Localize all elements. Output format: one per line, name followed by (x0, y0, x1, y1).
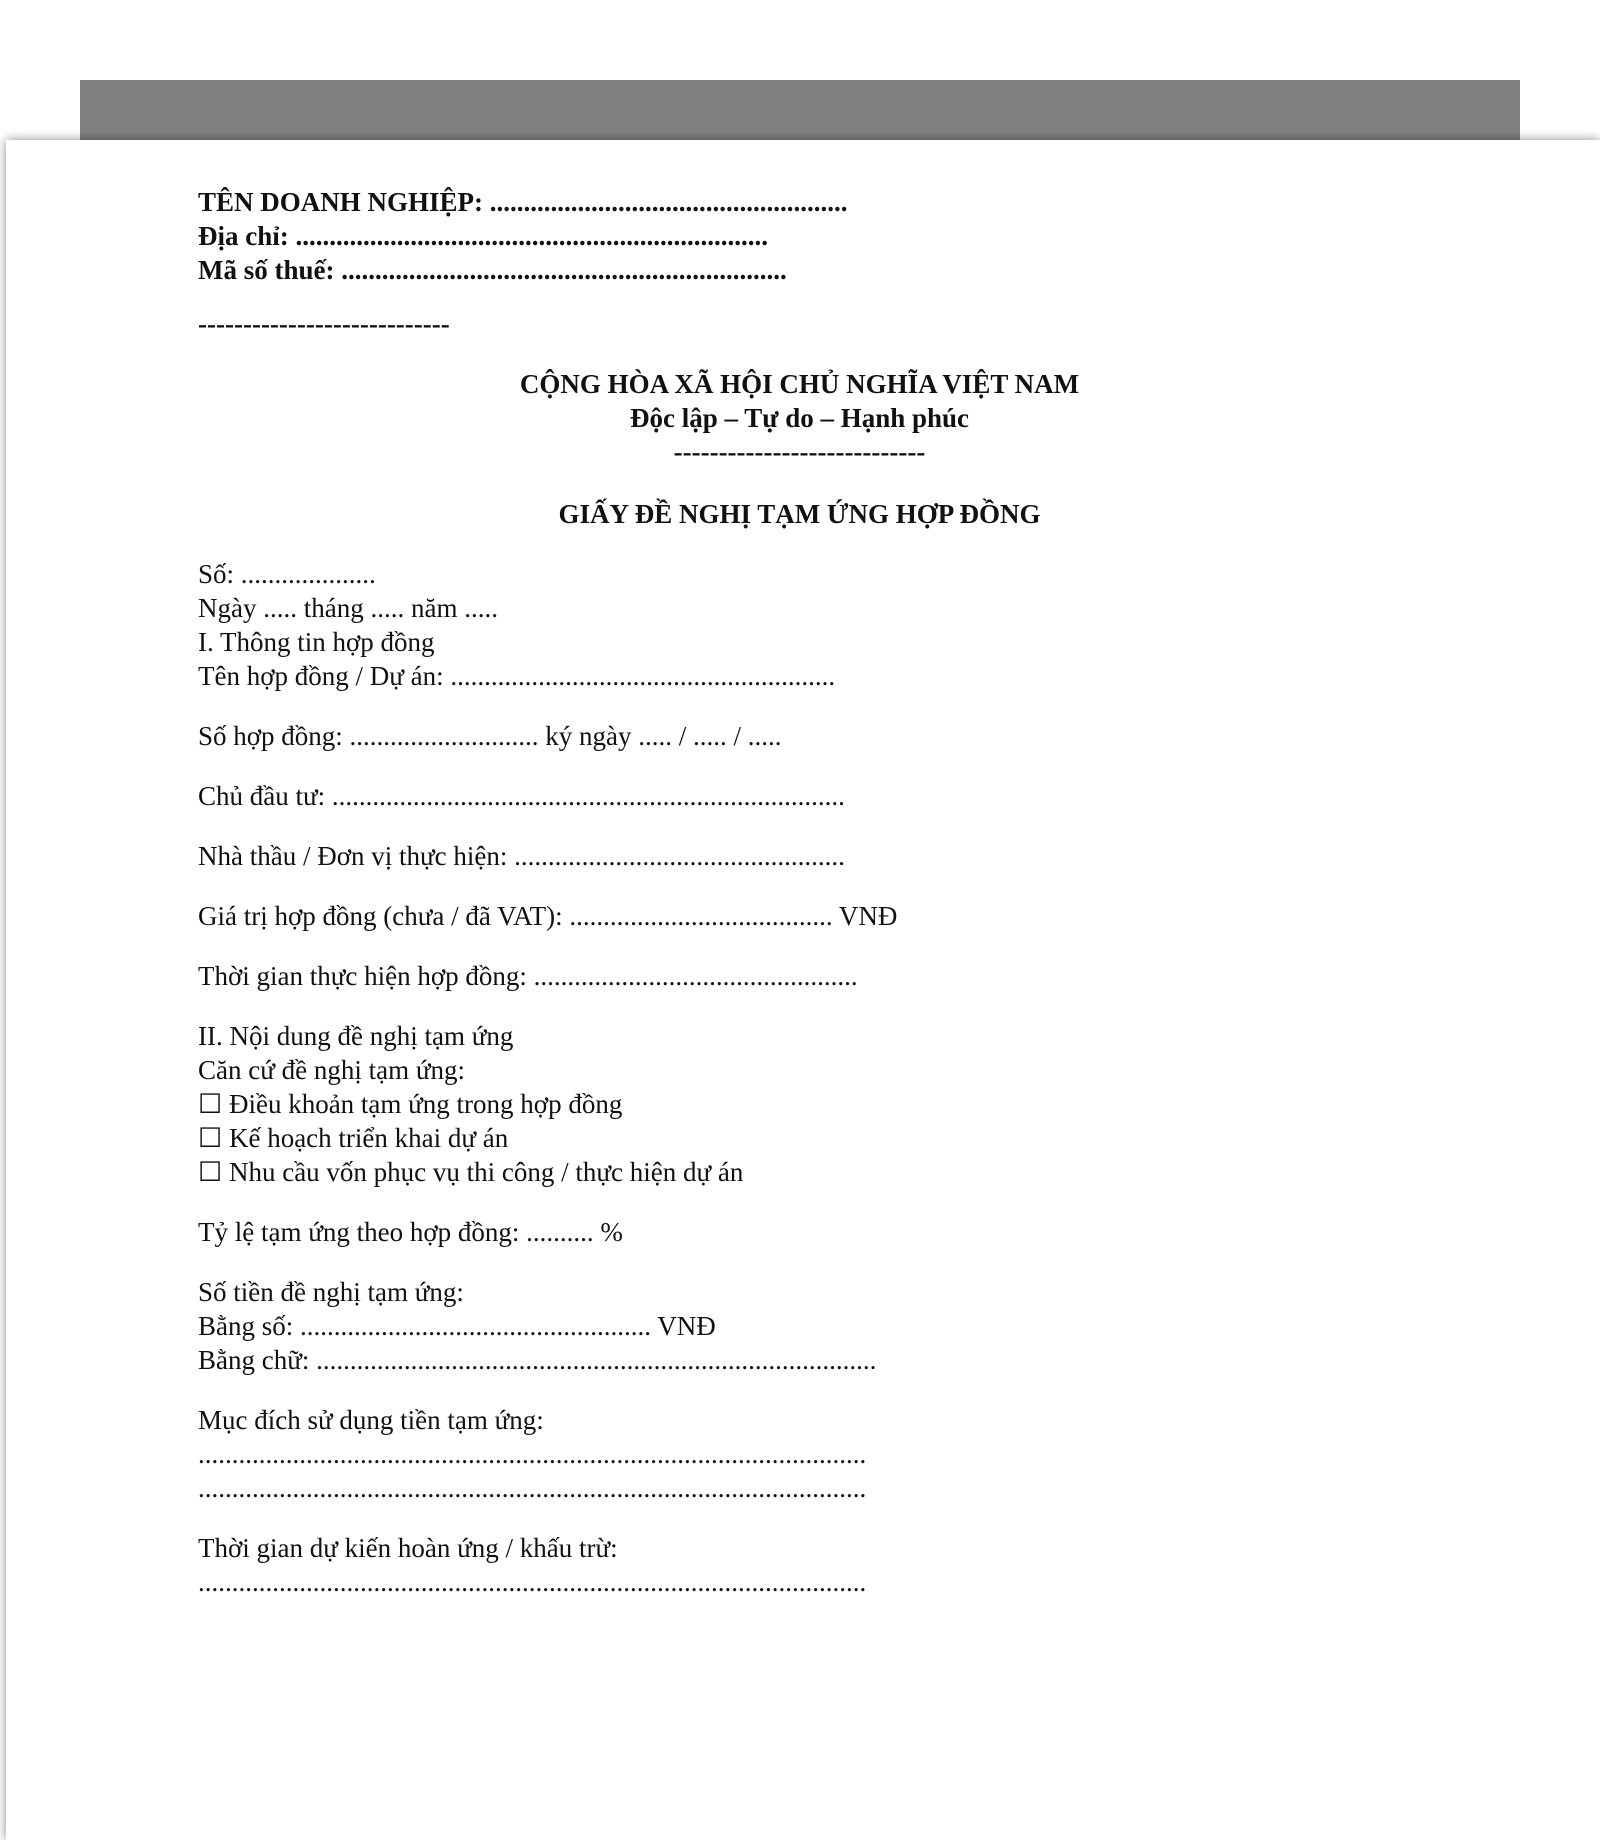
document-title: GIẤY ĐỀ NGHỊ TẠM ỨNG HỢP ĐỒNG (558, 499, 1041, 529)
section-2-heading: II. Nội dung đề nghị tạm ứng (198, 1021, 514, 1051)
document-body (198, 185, 1398, 1599)
document-date: Ngày ..... tháng ..... năm ..... (198, 593, 498, 623)
purpose-line: ................................................................................................... (198, 1473, 867, 1503)
contractor-line: Nhà thầu / Đơn vị thực hiện: ................................................. (198, 841, 845, 871)
purpose-line: ................................................................................................... (198, 1439, 867, 1469)
contract-value-line: Giá trị hợp đồng (chưa / đã VAT): ....................................... VNĐ (198, 901, 898, 931)
contract-name-line: Tên hợp đồng / Dự án: ......................................................... (198, 661, 836, 691)
section-1-heading: I. Thông tin hợp đồng (198, 627, 435, 657)
national-title: CỘNG HÒA XÃ HỘI CHỦ NGHĨA VIỆT NAM (519, 369, 1080, 399)
amount-in-numbers: Bằng số: .................................................... VNĐ (198, 1311, 716, 1341)
basis-label: Căn cứ đề nghị tạm ứng: (198, 1055, 465, 1085)
settlement-line: ................................................................................................... (198, 1567, 867, 1597)
amount-in-words: Bằng chữ: ................................................................................... (198, 1345, 877, 1375)
basis-option: ☐ Nhu cầu vốn phục vụ thi công / thực hiện dự án (198, 1157, 744, 1187)
national-divider: ---------------------------- (673, 437, 926, 467)
basis-option: ☐ Điều khoản tạm ứng trong hợp đồng (198, 1089, 623, 1119)
national-motto: Độc lập – Tự do – Hạnh phúc (629, 403, 970, 433)
advance-ratio-line: Tỷ lệ tạm ứng theo hợp đồng: .......... % (198, 1217, 623, 1247)
investor-line: Chủ đầu tư: ............................................................................ (198, 781, 845, 811)
header-divider: ---------------------------- (198, 309, 450, 339)
address-line: Địa chỉ: ...................................................................... (198, 221, 768, 251)
company-name-line: TÊN DOANH NGHIỆP: ..................................................... (198, 187, 848, 217)
contract-duration-line: Thời gian thực hiện hợp đồng: ................................................ (198, 961, 858, 991)
amount-label: Số tiền đề nghị tạm ứng: (198, 1277, 464, 1307)
basis-option: ☐ Kế hoạch triển khai dự án (198, 1123, 509, 1153)
tax-code-line: Mã số thuế: .................................................................. (198, 255, 787, 285)
document-number: Số: .................... (198, 559, 376, 589)
purpose-label: Mục đích sử dụng tiền tạm ứng: (198, 1405, 544, 1435)
contract-number-line: Số hợp đồng: ............................ ký ngày ..... / ..... / ..... (198, 721, 782, 751)
settlement-label: Thời gian dự kiến hoàn ứng / khấu trừ: (198, 1533, 618, 1563)
